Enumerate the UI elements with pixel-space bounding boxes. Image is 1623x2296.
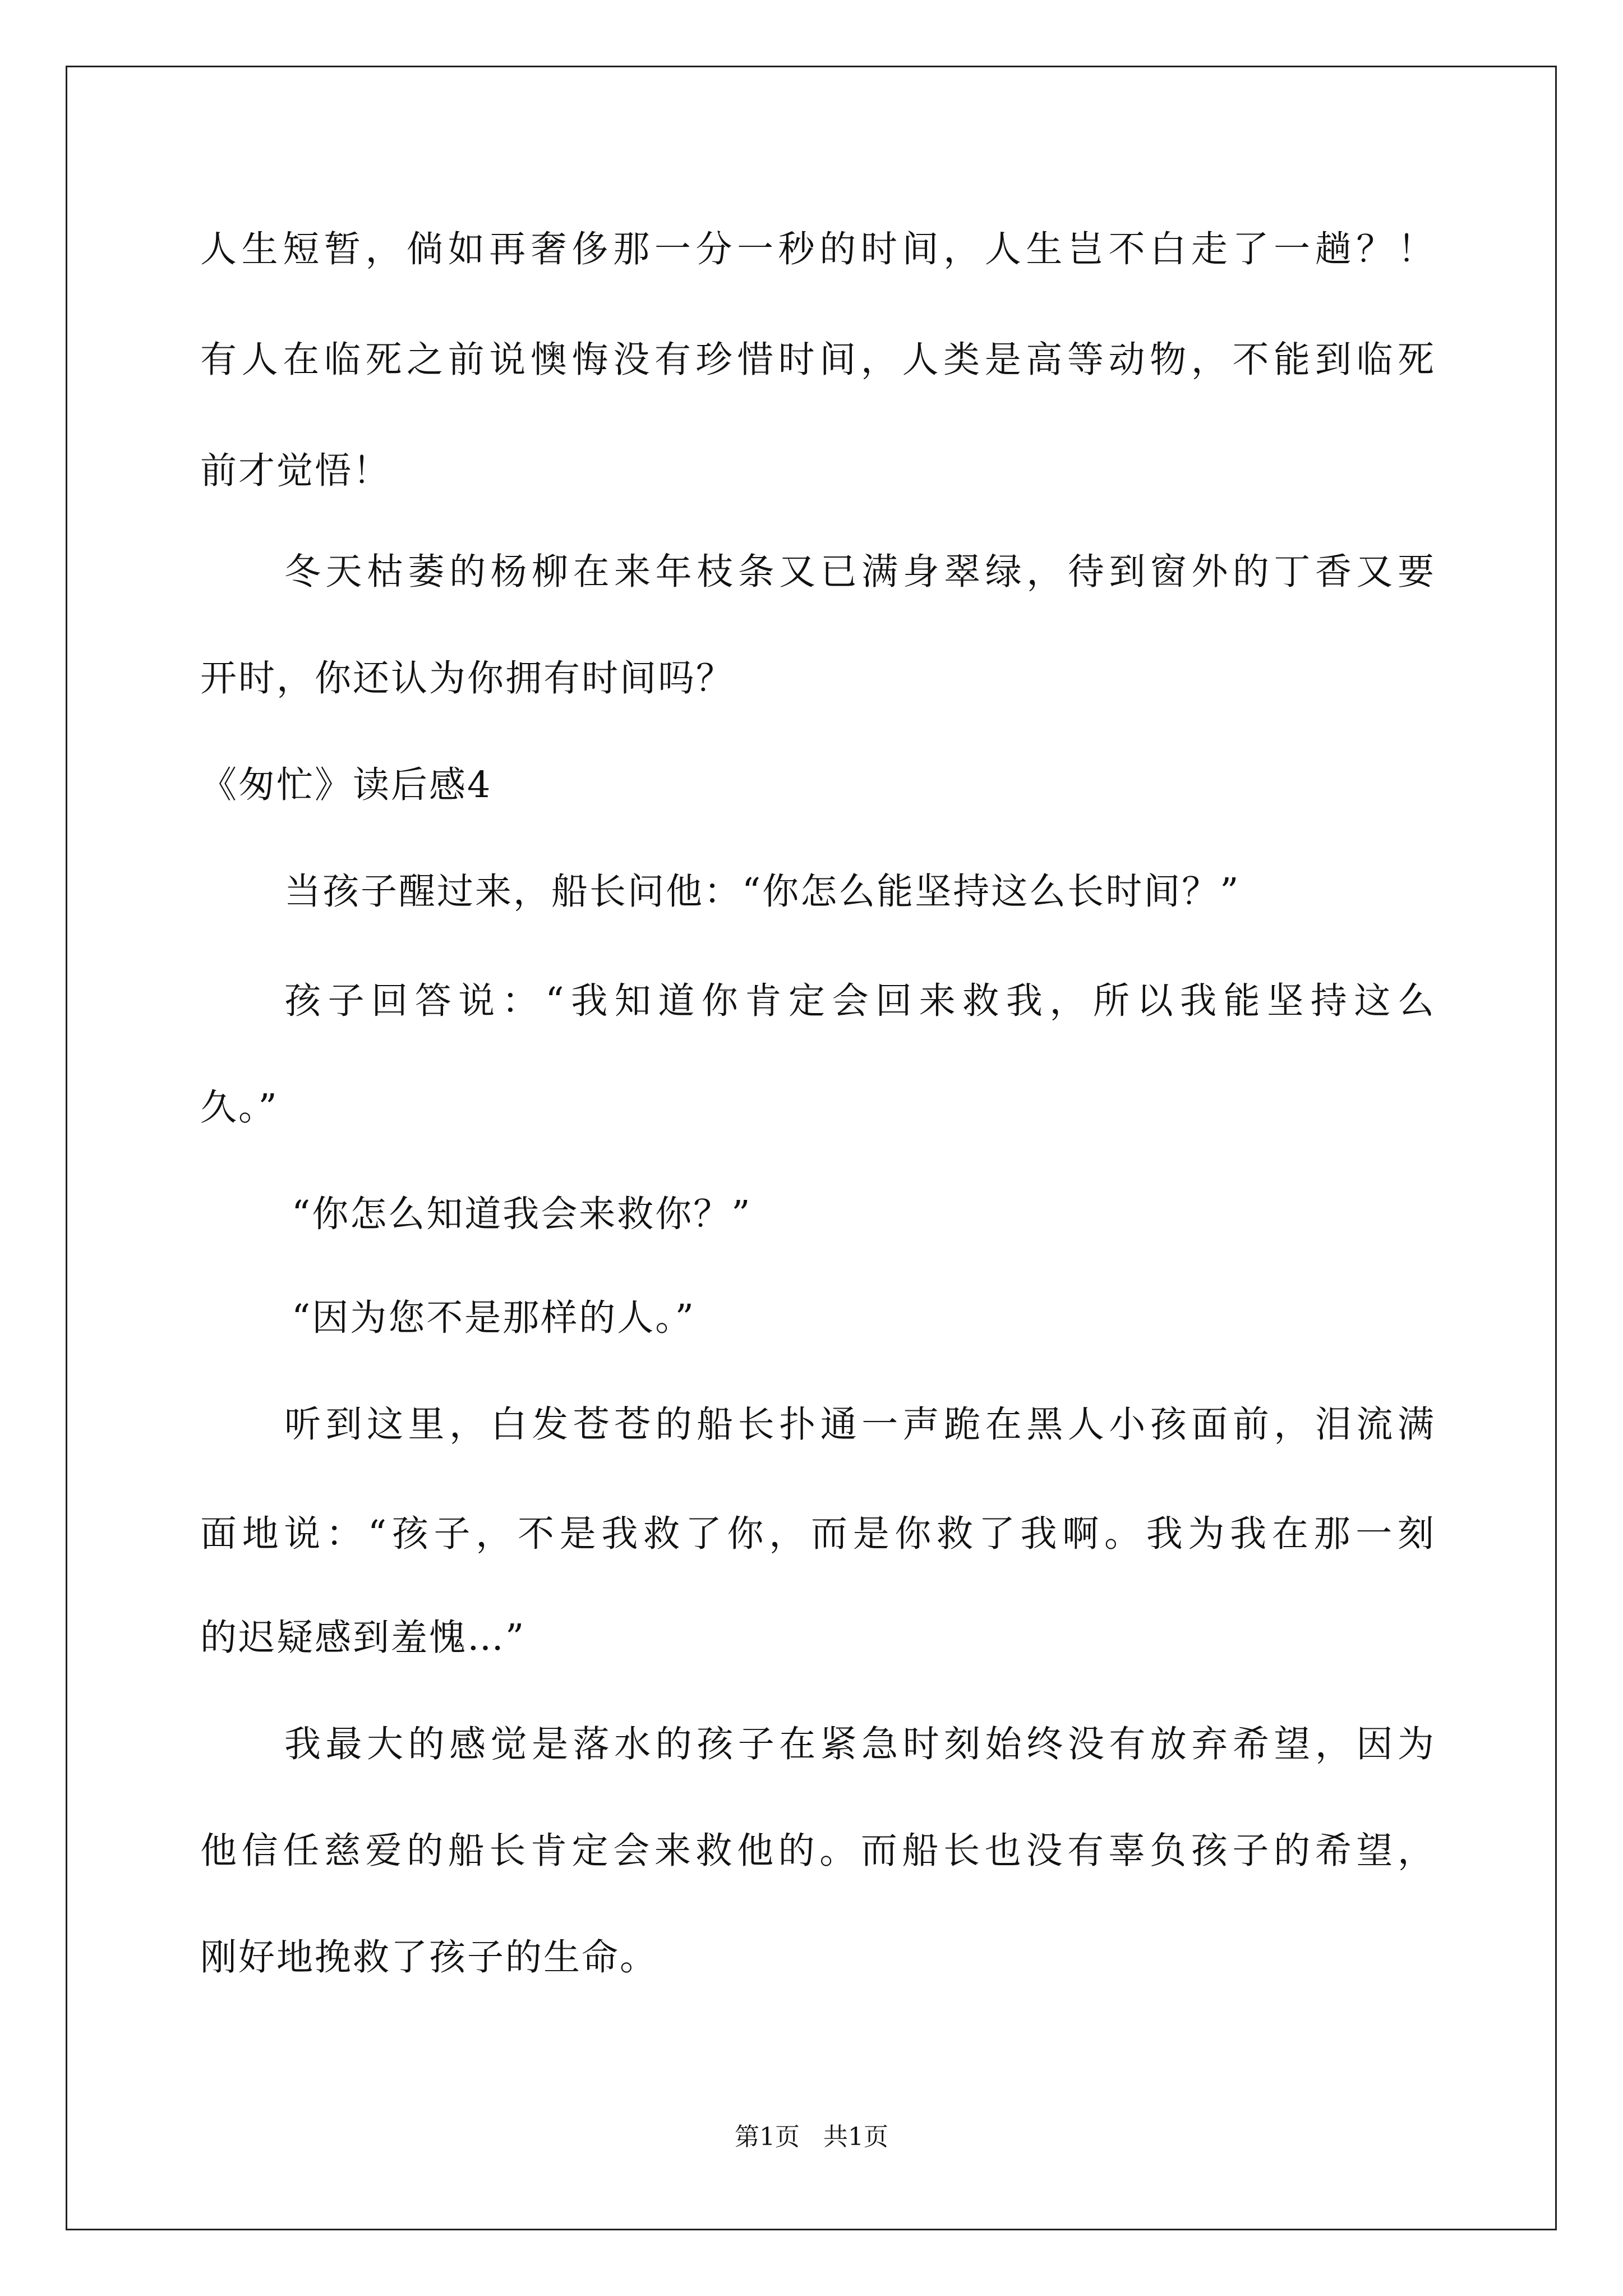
paragraph-line: 的迟疑感到羞愧…” xyxy=(200,1617,526,1659)
paragraph-line: 有人在临死之前说懊悔没有珍惜时间，人类是高等动物，不能到临死 xyxy=(200,339,1434,381)
section-heading: 《匆忙》读后感4 xyxy=(200,764,492,806)
paragraph-line: 面地说：“孩子，不是我救了你，而是你救了我啊。我为我在那一刻 xyxy=(200,1513,1434,1555)
paragraph-line: 他信任慈爱的船长肯定会来救他的。而船长也没有辜负孩子的希望， xyxy=(200,1830,1434,1872)
paragraph-line: 刚好地挽救了孩子的生命。 xyxy=(200,1936,658,1978)
paragraph-line: 我最大的感觉是落水的孩子在紧急时刻始终没有放弃希望，因为 xyxy=(284,1723,1434,1765)
paragraph-line: “你怎么知道我会来救你？” xyxy=(292,1193,752,1235)
paragraph-line: 当孩子醒过来，船长问他：“你怎么能坚持这么长时间？” xyxy=(284,871,1241,913)
paragraph-line: 听到这里，白发苍苍的船长扑通一声跪在黑人小孩面前，泪流满 xyxy=(284,1404,1434,1446)
paragraph-line: 开时，你还认为你拥有时间吗？ xyxy=(200,657,735,700)
paragraph-line: 冬天枯萎的杨柳在来年枝条又已满身翠绿，待到窗外的丁香又要 xyxy=(284,551,1434,593)
page-border xyxy=(66,66,1557,2230)
paragraph-line: “因为您不是那样的人。” xyxy=(292,1297,695,1339)
paragraph-line: 前才觉悟！ xyxy=(200,450,391,492)
paragraph-line: 久。” xyxy=(200,1087,279,1129)
paragraph-line: 人生短暂，倘如再奢侈那一分一秒的时间，人生岂不白走了一趟？！ xyxy=(200,228,1434,270)
paragraph-line: 孩子回答说：“我知道你肯定会回来救我，所以我能坚持这么 xyxy=(284,980,1434,1022)
page-footer: 第1页 共1页 xyxy=(735,2123,888,2151)
